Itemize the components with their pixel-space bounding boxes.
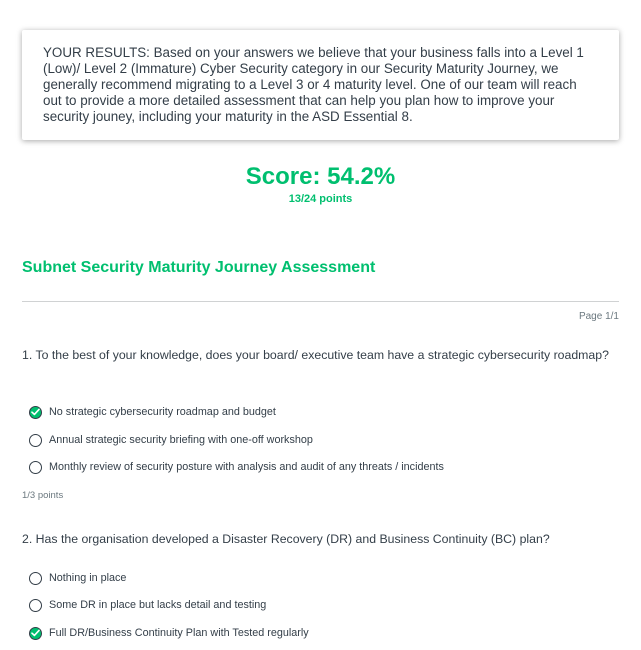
question-2-answer-1[interactable] xyxy=(29,570,126,586)
radio-empty-icon[interactable] xyxy=(29,461,42,474)
answer-label: Monthly review of security posture with analysis and audit of any threats / incidents xyxy=(49,461,444,473)
question-2-answer-3[interactable] xyxy=(29,625,309,641)
question-1-text: 1. To the best of your knowledge, does your board/ executive team have a strategic cybersecurity roadmap? xyxy=(22,348,609,362)
answer-label: Some DR in place but lacks detail and testing xyxy=(49,599,267,611)
check-circle-icon[interactable] xyxy=(29,406,42,419)
answer-label: No strategic cybersecurity roadmap and budget xyxy=(49,406,276,418)
answer-label: Full DR/Business Continuity Plan with Tested regularly xyxy=(49,627,309,639)
question-1-answer-3[interactable] xyxy=(29,459,444,475)
question-1-answer-2[interactable] xyxy=(29,432,313,448)
page-number: Page 1/1 xyxy=(578,311,619,322)
answer-label: Annual strategic security briefing with one-off workshop xyxy=(49,434,313,446)
title-divider xyxy=(22,301,619,302)
radio-empty-icon[interactable] xyxy=(29,572,42,585)
score-block xyxy=(0,162,641,206)
radio-empty-icon[interactable] xyxy=(29,599,42,612)
survey-title: Subnet Security Maturity Journey Assessment xyxy=(22,259,376,276)
results-text: YOUR RESULTS: Based on your answers we believe that your business falls into a Level 1 (Low)/ Level 2 (Immature) Cyber Security category in our Security Maturity Journey, we generally recommend migrating to a Level 3 or 4 maturity level. One of our team will reach out to provide a more detailed assessment that can help you plan how to improve your security jouney, including your maturity in the ASD Essential 8. xyxy=(43,45,584,124)
results-card xyxy=(22,30,619,140)
answer-label: Nothing in place xyxy=(49,572,127,584)
question-2-answer-2[interactable] xyxy=(29,597,266,613)
question-1-answer-1[interactable] xyxy=(29,404,276,420)
score-points: 13/24 points xyxy=(288,193,353,205)
radio-empty-icon[interactable] xyxy=(29,434,42,447)
score-title: Score: 54.2% xyxy=(245,163,396,190)
question-1-points: 1/3 points xyxy=(22,490,64,501)
question-2-text: 2. Has the organisation developed a Disaster Recovery (DR) and Business Continuity (BC) plan? xyxy=(22,532,550,546)
check-circle-icon[interactable] xyxy=(29,627,42,640)
